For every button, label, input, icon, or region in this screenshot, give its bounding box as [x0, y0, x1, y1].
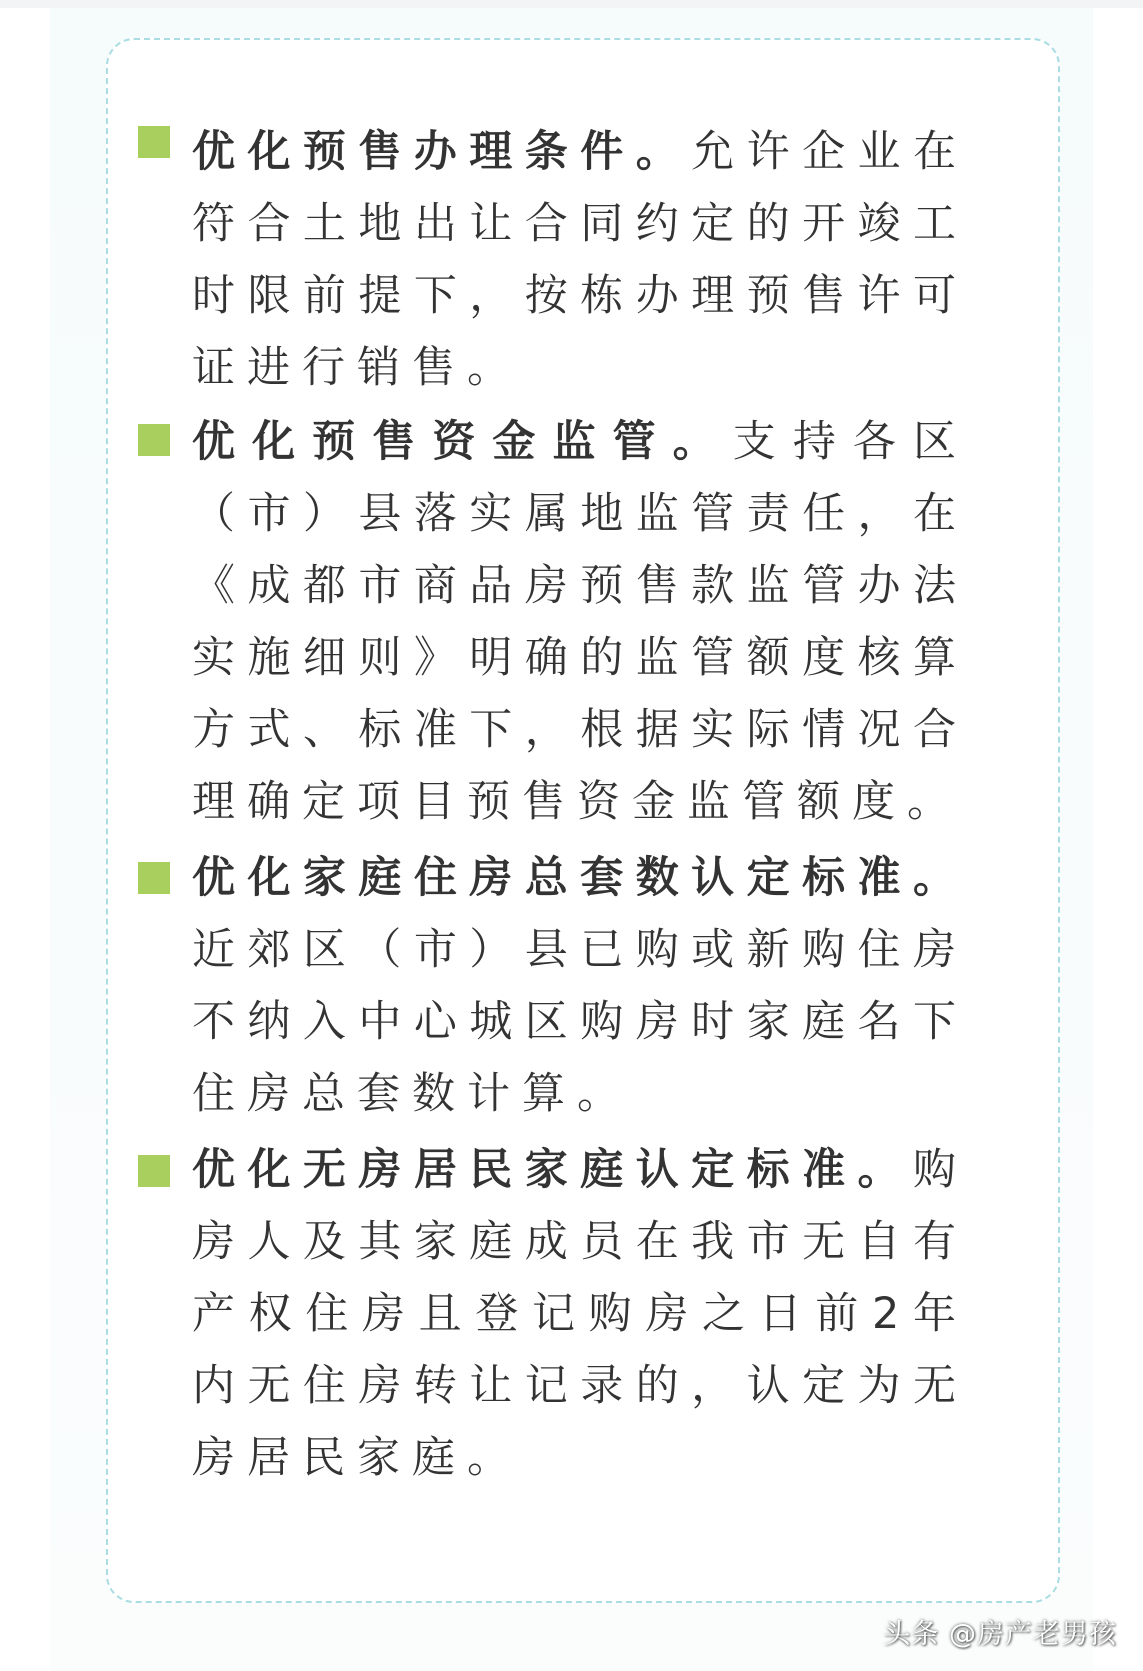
policy-paragraph	[192, 842, 968, 1130]
policy-body: 允许企业在符合土地出让合同约定的开竣工时限前提下，按栋办理预售许可证进行销售。	[192, 127, 969, 393]
source-watermark: 头条 @房产老男孩	[883, 1619, 1117, 1650]
policy-body: 近郊区（市）县已购或新购住房不纳入中心城区购房时家庭名下住房总套数计算。	[192, 925, 968, 1119]
policy-paragraph	[192, 406, 968, 838]
policy-body: 购房人及其家庭成员在我市无自有产权住房且登记购房之日前2年内无住房转让记录的，认定为无房居民家庭。	[192, 1145, 968, 1483]
policy-title: 优化无房居民家庭认定标准。	[192, 1145, 913, 1195]
top-band	[0, 0, 1143, 8]
square-bullet-icon	[138, 126, 170, 158]
policy-paragraph	[192, 116, 968, 404]
policy-body: 支持各区（市）县落实属地监管责任，在《成都市商品房预售款监管办法实施细则》明确的监管额度核算方式、标准下，根据实际情况合理确定项目预售资金监管额度。	[192, 417, 968, 827]
square-bullet-icon	[138, 862, 170, 894]
policy-title: 优化家庭住房总套数认定标准。	[192, 853, 968, 903]
square-bullet-icon	[138, 1155, 170, 1187]
policy-title: 优化预售资金监管。	[192, 417, 733, 467]
policy-title: 优化预售办理条件。	[192, 127, 692, 177]
square-bullet-icon	[138, 424, 170, 456]
policy-paragraph	[192, 1134, 968, 1494]
